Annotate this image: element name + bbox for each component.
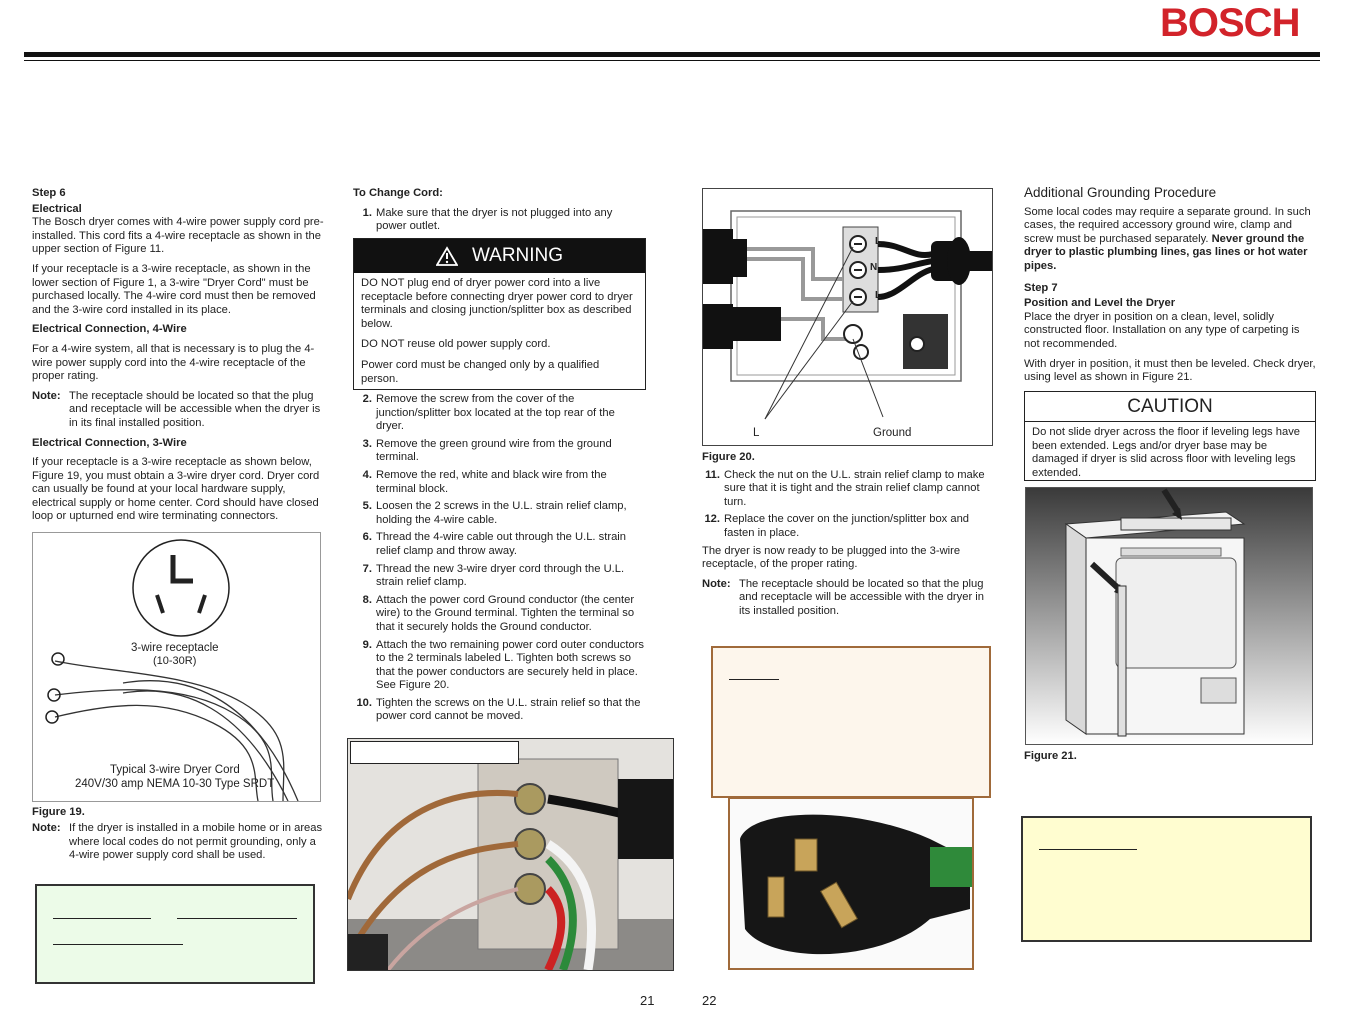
paragraph-3-wire: If your receptacle is a 3-wire receptacle as shown below, Figure 19, you must obtain a 3-wire dryer cord. Dryer cord can usually be found at your local hardware supply, electrical supply or home center. Cord should have closed loop or upturned end wire terminating connectors. <box>32 456 320 523</box>
list-item <box>353 697 645 724</box>
warning-header <box>354 239 645 273</box>
note-text: If the dryer is installed in a mobile home or in areas where local codes do not permit grounding, only a 4-wire power supply cord shall be used. <box>69 822 323 862</box>
figure-20 <box>702 188 993 446</box>
column-4 <box>1024 186 1316 391</box>
step-text: Attach the power cord Ground conductor (the center wire) to the Ground terminal. Tighten the terminal so that it securely holds the Ground conductor. <box>376 593 635 633</box>
figure-20-caption: Figure 20. <box>702 451 755 463</box>
list-item <box>353 393 645 434</box>
figure-20-illustration <box>703 189 992 445</box>
ready-paragraph: The dryer is now ready to be plugged into the 3-wire receptacle, of the proper rating. <box>702 544 961 571</box>
figure-21-caption: Figure 21. <box>1024 750 1077 762</box>
note-mobile-home <box>32 822 324 863</box>
warning-text-2: DO NOT reuse old power supply cord. <box>361 338 551 351</box>
photo-label-box <box>350 741 519 764</box>
plug-photo <box>728 797 974 970</box>
note-text: The receptacle should be located so that the plug and receptacle will be accessible when the dryer is in its final installed position. <box>69 389 321 429</box>
cream-note-box <box>711 646 991 798</box>
terminal-label-l1: L <box>875 236 882 247</box>
step-text: Attach the two remaining power cord outer conductors to the 2 terminals labeled L. Tighten both screws so that the power conductors are securely held in place. See Figure 20. <box>376 638 645 692</box>
steps-11-12 <box>702 469 994 541</box>
step-1 <box>353 207 645 234</box>
column-2 <box>353 187 645 238</box>
list-item <box>353 531 645 558</box>
figure-19 <box>32 532 321 802</box>
terminal-block-photo <box>347 738 674 971</box>
note-installed <box>702 578 994 619</box>
warning-box <box>353 238 646 390</box>
step-number: 8. <box>362 593 372 606</box>
figure-20-label-l: L <box>753 427 760 439</box>
step-number: 9. <box>362 638 372 651</box>
heading-3-wire: Electrical Connection, 3-Wire <box>32 436 187 449</box>
step-number: 7. <box>362 562 372 575</box>
note-label: Note: <box>32 822 61 834</box>
figure-21 <box>1025 487 1313 745</box>
header-rule-thin <box>24 60 1320 61</box>
step-number: 2. <box>362 393 372 405</box>
warning-text-3: Power cord must be changed only by a qualified person. <box>361 358 600 385</box>
note-label: Note: <box>32 389 61 402</box>
list-item <box>353 438 645 465</box>
grounding-paragraph: Some local codes may require a separate ground. In such cases, the required accessory ground wire, clamp and screw must be purchased separately. Never ground the dryer to plastic plumbing lines, gas lines or hot water pipes. <box>1024 205 1311 272</box>
heading-4-wire: Electrical Connection, 4-Wire <box>32 323 187 336</box>
receptacle-sublabel: (10-30R) <box>153 655 197 667</box>
list-item <box>353 500 645 527</box>
list-item <box>353 563 645 590</box>
step-text: Remove the red, white and black wire from the terminal block. <box>376 468 607 495</box>
caution-text: Do not slide dryer across the floor if leveling legs have been extended. Legs and/or dryer base may be damaged if dryer is slid across floor with leveling legs extended. <box>1032 426 1301 479</box>
level-paragraph: With dryer in position, it must then be leveled. Check dryer, using level as shown in Figure 21. <box>1024 357 1316 384</box>
step-number: 6. <box>362 531 372 544</box>
electrical-heading: Electrical <box>32 202 82 215</box>
caution-box <box>1024 391 1316 481</box>
terminal-label-n: N <box>870 262 878 273</box>
warning-title: WARNING <box>471 245 564 267</box>
warning-triangle-icon <box>436 246 458 266</box>
step-text: Remove the green ground wire from the ground terminal. <box>376 437 612 464</box>
column-3 <box>702 451 994 625</box>
figure-21-illustration <box>1026 488 1312 744</box>
step-number: 5. <box>362 500 372 513</box>
step-text: Thread the new 3-wire dryer cord through the U.L. strain relief clamp. <box>376 562 625 589</box>
list-item: 1. Make sure that the dryer is not plugged into any power outlet. <box>362 206 613 233</box>
page-number-left: 21 <box>640 993 655 1008</box>
grounding-heading: Additional Grounding Procedure <box>1024 185 1217 200</box>
step-number: 10. <box>356 696 372 709</box>
step-6-label: Step 6 <box>32 187 66 199</box>
figure-20-label-ground: Ground <box>873 427 912 439</box>
position-heading: Position and Level the Dryer <box>1024 297 1176 310</box>
step-number: 3. <box>362 437 372 450</box>
step-7-label: Step 7 <box>1024 281 1058 294</box>
note-text: The receptacle should be located so that the plug and receptacle will be accessible with the dryer in its installed position. <box>739 577 985 617</box>
figure-19-caption: Figure 19. <box>32 806 85 818</box>
header-rule-thick <box>24 52 1320 57</box>
electrical-paragraph-1: The Bosch dryer comes with 4-wire power supply cord pre-installed. This cord fits a 4-wire receptacle as shown in the upper section of Figure 11. <box>32 216 324 256</box>
cord-sublabel: 240V/30 amp NEMA 10-30 Type SRDT <box>75 778 275 790</box>
position-paragraph: Place the dryer in position on a clean, level, solidly constructed floor. Installation on any type of carpeting is not recommended. <box>1024 310 1300 350</box>
warning-text-1: DO NOT plug end of dryer power cord into a live receptacle before connecting dryer power cord to dryer terminals and closing junction/splitter box as described below. <box>361 277 633 330</box>
note-label: Note: <box>702 577 731 590</box>
paragraph-4-wire: For a 4-wire system, all that is necessary is to plug the 4-wire power supply cord into the 4-wire receptacle of the proper rating. <box>32 342 315 383</box>
step-text: Remove the screw from the cover of the junction/splitter box located at the top rear of the dryer. <box>376 393 615 433</box>
yellow-note-box <box>1021 816 1312 942</box>
electrical-paragraph-2: If your receptacle is a 3-wire receptacle, as shown in the lower section of Figure 1, a 3-wire "Dryer Cord" must be purchased locally. The 4-wire cord must then be removed and the 3-wire cord installed in its place. <box>32 262 316 316</box>
list-item <box>353 639 645 693</box>
step-text: Tighten the screws on the U.L. strain relief so that the power cord cannot be moved. <box>376 696 641 723</box>
change-cord-heading: To Change Cord: <box>353 187 443 199</box>
list-item <box>353 469 645 496</box>
column-1 <box>32 187 324 530</box>
page-number-right: 22 <box>702 993 717 1008</box>
list-item: 12. Replace the cover on the junction/splitter box and fasten in place. <box>704 513 970 539</box>
receptacle-label: 3-wire receptacle <box>131 642 219 654</box>
caution-title: CAUTION <box>1025 392 1315 422</box>
step-text: Loosen the 2 screws in the U.L. strain relief clamp, holding the 4-wire cable. <box>376 500 627 526</box>
change-cord-steps <box>353 393 645 728</box>
green-note-box <box>35 884 315 984</box>
list-item <box>353 594 645 635</box>
list-item: 11. Check the nut on the U.L. strain relief clamp to make sure that it is tight and the strain relief clamp cannot turn. <box>705 468 985 508</box>
step-text: Thread the 4-wire cable out through the U.L. strain relief clamp and throw away. <box>376 531 626 557</box>
bosch-logo: BOSCH <box>1160 1 1300 45</box>
cord-label: Typical 3-wire Dryer Cord <box>110 764 240 776</box>
terminal-label-l2: L <box>875 290 882 301</box>
step-number: 4. <box>362 468 372 481</box>
note-receptacle <box>32 390 324 431</box>
